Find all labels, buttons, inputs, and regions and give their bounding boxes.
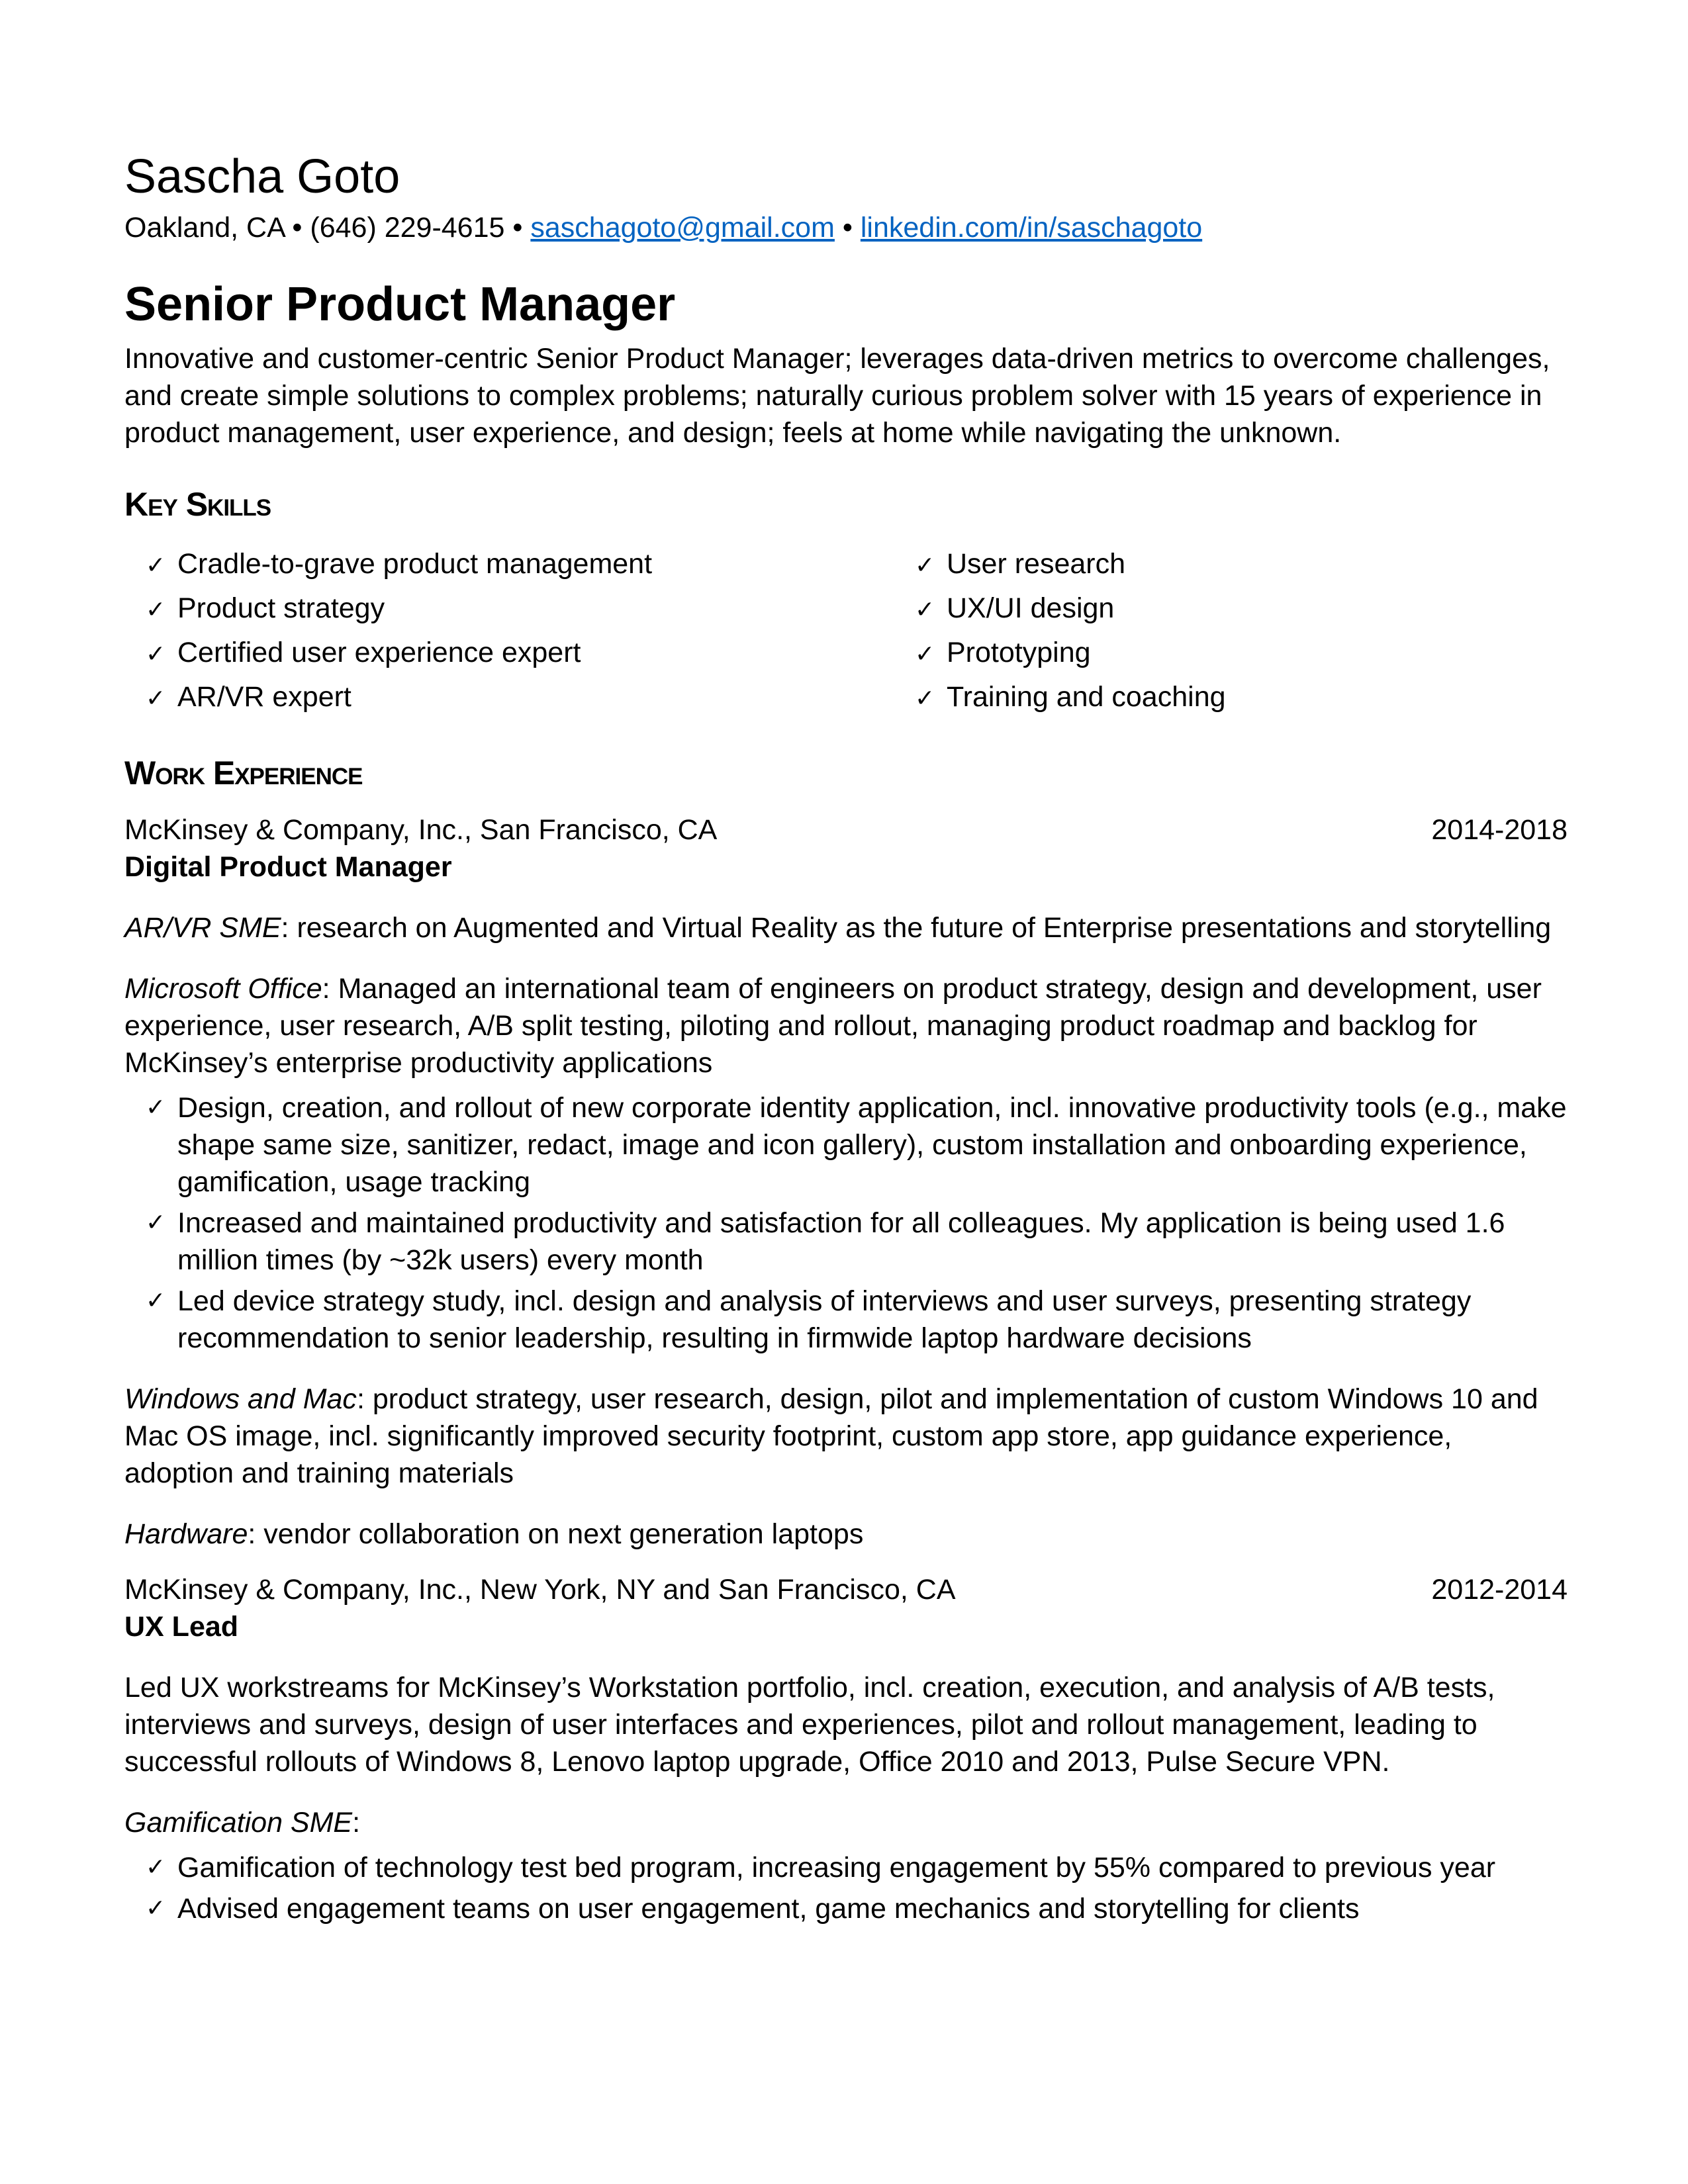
skills-list xyxy=(124,543,1568,720)
job-entry xyxy=(124,811,1568,886)
section-title-work: Work Experience xyxy=(124,754,363,792)
achievement-list xyxy=(124,1849,1568,1927)
job-paragraph: Windows and Mac: product strategy, user research, design, pilot and implementation of custom Windows 10 and Mac OS image, incl. significantly improved security footprint, custom app store, app guidance experience, adoption and training materials xyxy=(124,1383,1538,1490)
list-item: ✓ Increased and maintained productivity and satisfaction for all colleagues. My application is being used 1.6 million times (by ~32k users) every month xyxy=(124,1205,1568,1279)
achievement-list xyxy=(124,1089,1568,1357)
checkmark-icon: ✓ xyxy=(915,596,935,624)
skill-item: ✓ Prototyping xyxy=(915,631,1226,676)
skills-column-right xyxy=(894,543,1226,720)
skill-item: ✓ UX/UI design xyxy=(915,587,1226,631)
job-dates: 2014-2018 xyxy=(1431,814,1568,846)
job-paragraph: Led UX workstreams for McKinsey’s Workstation portfolio, incl. creation, execution, and analysis of A/B tests, interviews and surveys, design of user interfaces and experiences, pilot and rollout management, leading to successful rollouts of Windows 8, Lenovo laptop upgrade, Office 2010 and 2013, Pulse Secure VPN. xyxy=(124,1672,1495,1778)
list-item: ✓ Advised engagement teams on user engagement, game mechanics and storytelling for clients xyxy=(124,1890,1568,1927)
company: McKinsey & Company, Inc., New York, NY and San Francisco, CA xyxy=(124,1574,956,1606)
job-header xyxy=(124,1571,1568,1608)
job-paragraph: Gamification SME: xyxy=(124,1807,361,1839)
skill-item: ✓ Product strategy xyxy=(146,587,894,631)
list-item: ✓ Led device strategy study, incl. design and analysis of interviews and user surveys, presenting strategy recommendation to senior leadership, resulting in firmwide laptop hardware decisions xyxy=(124,1283,1568,1357)
checkmark-icon: ✓ xyxy=(915,641,935,668)
candidate-name: Sascha Goto xyxy=(124,150,400,203)
checkmark-icon: ✓ xyxy=(146,641,166,668)
separator: • xyxy=(504,212,531,244)
headline: Senior Product Manager xyxy=(124,278,676,332)
checkmark-icon: ✓ xyxy=(146,1094,166,1122)
checkmark-icon: ✓ xyxy=(146,685,166,713)
resume-page xyxy=(124,151,1568,1927)
skill-item: ✓ Training and coaching xyxy=(915,676,1226,720)
skill-item: ✓ Cradle-to-grave product management xyxy=(146,543,894,587)
job-title: Digital Product Manager xyxy=(124,851,452,884)
job-header xyxy=(124,811,1568,848)
separator: • xyxy=(834,212,861,244)
skill-item: ✓ User research xyxy=(915,543,1226,587)
list-item: ✓ Gamification of technology test bed program, increasing engagement by 55% compared to previous year xyxy=(124,1849,1568,1886)
job-title: UX Lead xyxy=(124,1611,239,1643)
company: McKinsey & Company, Inc., San Francisco, CA xyxy=(124,814,718,846)
checkmark-icon: ✓ xyxy=(146,1287,166,1315)
checkmark-icon: ✓ xyxy=(146,1854,166,1882)
job-paragraph: AR/VR SME: research on Augmented and Virtual Reality as the future of Enterprise presentations and storytelling xyxy=(124,912,1552,944)
checkmark-icon: ✓ xyxy=(915,552,935,580)
section-title-skills: Key Skills xyxy=(124,486,271,523)
location: Oakland, CA xyxy=(124,212,285,244)
contact-line xyxy=(124,210,1568,247)
checkmark-icon: ✓ xyxy=(146,1209,166,1237)
linkedin-link[interactable]: linkedin.com/in/saschagoto xyxy=(860,212,1203,244)
email-link[interactable]: saschagoto@gmail.com xyxy=(530,212,835,244)
separator: • xyxy=(284,212,310,244)
job-entry xyxy=(124,1571,1568,1645)
skill-item: ✓ Certified user experience expert xyxy=(146,631,894,676)
job-dates: 2012-2014 xyxy=(1431,1574,1568,1606)
checkmark-icon: ✓ xyxy=(146,1895,166,1923)
checkmark-icon: ✓ xyxy=(146,596,166,624)
checkmark-icon: ✓ xyxy=(146,552,166,580)
skill-item: ✓ AR/VR expert xyxy=(146,676,894,720)
skills-column-left xyxy=(124,543,894,720)
job-paragraph: Hardware: vendor collaboration on next generation laptops xyxy=(124,1518,864,1551)
summary: Innovative and customer-centric Senior Product Manager; leverages data-driven metrics to overcome challenges, and create simple solutions to complex problems; naturally curious problem solver with 15 years of experience in product management, user experience, and design; feels at home while navigating the unknown. xyxy=(124,343,1550,449)
job-paragraph: Microsoft Office: Managed an international team of engineers on product strategy, design and development, user experience, user research, A/B split testing, piloting and rollout, managing product roadmap and backlog for McKinsey’s enterprise productivity applications xyxy=(124,973,1542,1079)
phone: (646) 229-4615 xyxy=(310,212,505,244)
checkmark-icon: ✓ xyxy=(915,685,935,713)
list-item: ✓ Design, creation, and rollout of new corporate identity application, incl. innovative productivity tools (e.g., make shape same size, sanitizer, redact, image and icon gallery), custom installation and onboarding experience, gamification, usage tracking xyxy=(124,1089,1568,1201)
